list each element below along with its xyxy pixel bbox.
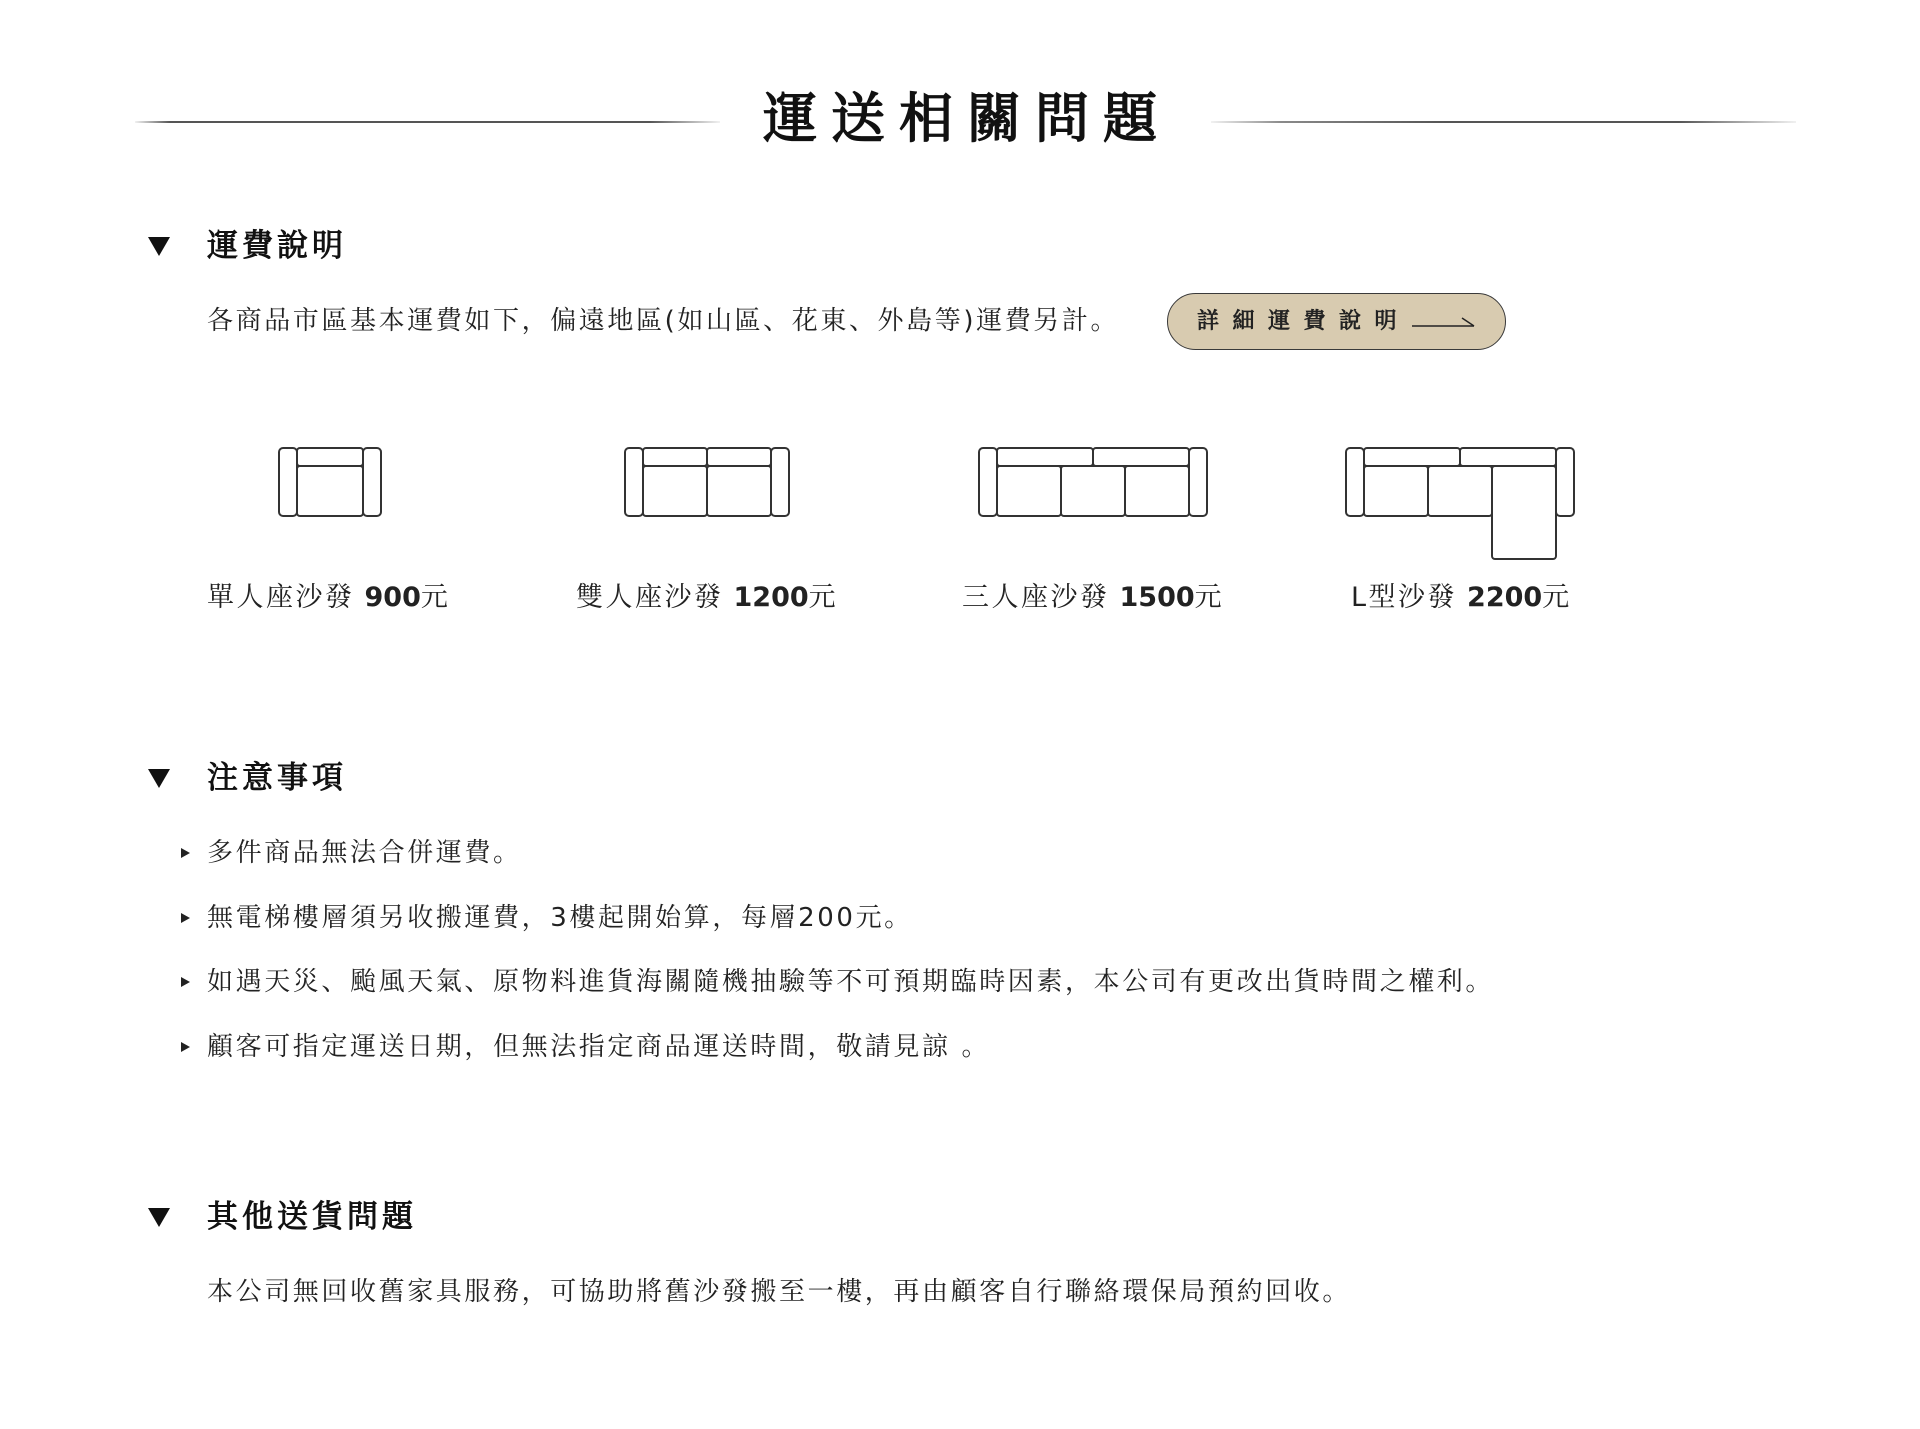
triangle-right-icon [181, 848, 190, 858]
sofa-price: 900 [364, 582, 421, 613]
note-item: 如遇天災、颱風天氣、原物料進貨海關隨機抽驗等不可預期臨時因素，本公司有更改出貨時間之權利。 [207, 967, 1495, 997]
triangle-down-icon [148, 769, 170, 788]
shipping-fee-detail-button[interactable] [1167, 293, 1506, 350]
single-sofa-icon [278, 447, 382, 519]
sofa-price: 2200 [1467, 582, 1543, 613]
title-divider-right [1211, 121, 1796, 123]
triangle-right-icon [181, 913, 190, 923]
triangle-down-icon [148, 237, 170, 256]
sofa-price: 1500 [1119, 582, 1195, 613]
sofa-name: 單人座沙發 [207, 582, 355, 613]
note-item: 顧客可指定運送日期，但無法指定商品運送時間，敬請見諒 。 [207, 1032, 991, 1062]
arrow-right-icon [1412, 315, 1476, 329]
price-unit: 元 [808, 582, 836, 613]
price-unit: 元 [1194, 582, 1222, 613]
note-item: 多件商品無法合併運費。 [207, 838, 522, 868]
other-delivery-text: 本公司無回收舊家具服務，可協助將舊沙發搬至一樓，再由顧客自行聯絡環保局預約回收。 [207, 1277, 1352, 1307]
sofa-price-label-double [576, 583, 836, 613]
double-sofa-icon [624, 447, 790, 519]
price-unit: 元 [1542, 582, 1570, 613]
sofa-name: L型沙發 [1351, 582, 1458, 613]
sofa-price-label-triple [962, 583, 1222, 613]
triangle-right-icon [181, 977, 190, 987]
l-shaped-sofa-icon [1345, 447, 1575, 561]
detail-button-label: 詳細運費說明 [1197, 308, 1411, 334]
price-unit: 元 [420, 582, 448, 613]
shipping-fee-description: 各商品市區基本運費如下，偏遠地區(如山區、花東、外島等)運費另計。 [207, 306, 1120, 336]
section-heading-notes: 注意事項 [207, 760, 347, 796]
section-heading-shipping-fee: 運費說明 [207, 228, 347, 264]
sofa-name: 三人座沙發 [962, 582, 1110, 613]
sofa-name: 雙人座沙發 [576, 582, 724, 613]
sofa-price-label-l-shaped [1351, 583, 1569, 613]
triangle-down-icon [148, 1208, 170, 1227]
section-heading-other-delivery: 其他送貨問題 [207, 1199, 417, 1235]
sofa-price-label-single [207, 583, 448, 613]
triple-sofa-icon [978, 447, 1208, 519]
page-title: 運送相關問題 [763, 87, 1171, 150]
triangle-right-icon [181, 1042, 190, 1052]
sofa-price: 1200 [733, 582, 809, 613]
note-item: 無電梯樓層須另收搬運費，3樓起開始算，每層200元。 [207, 903, 913, 933]
